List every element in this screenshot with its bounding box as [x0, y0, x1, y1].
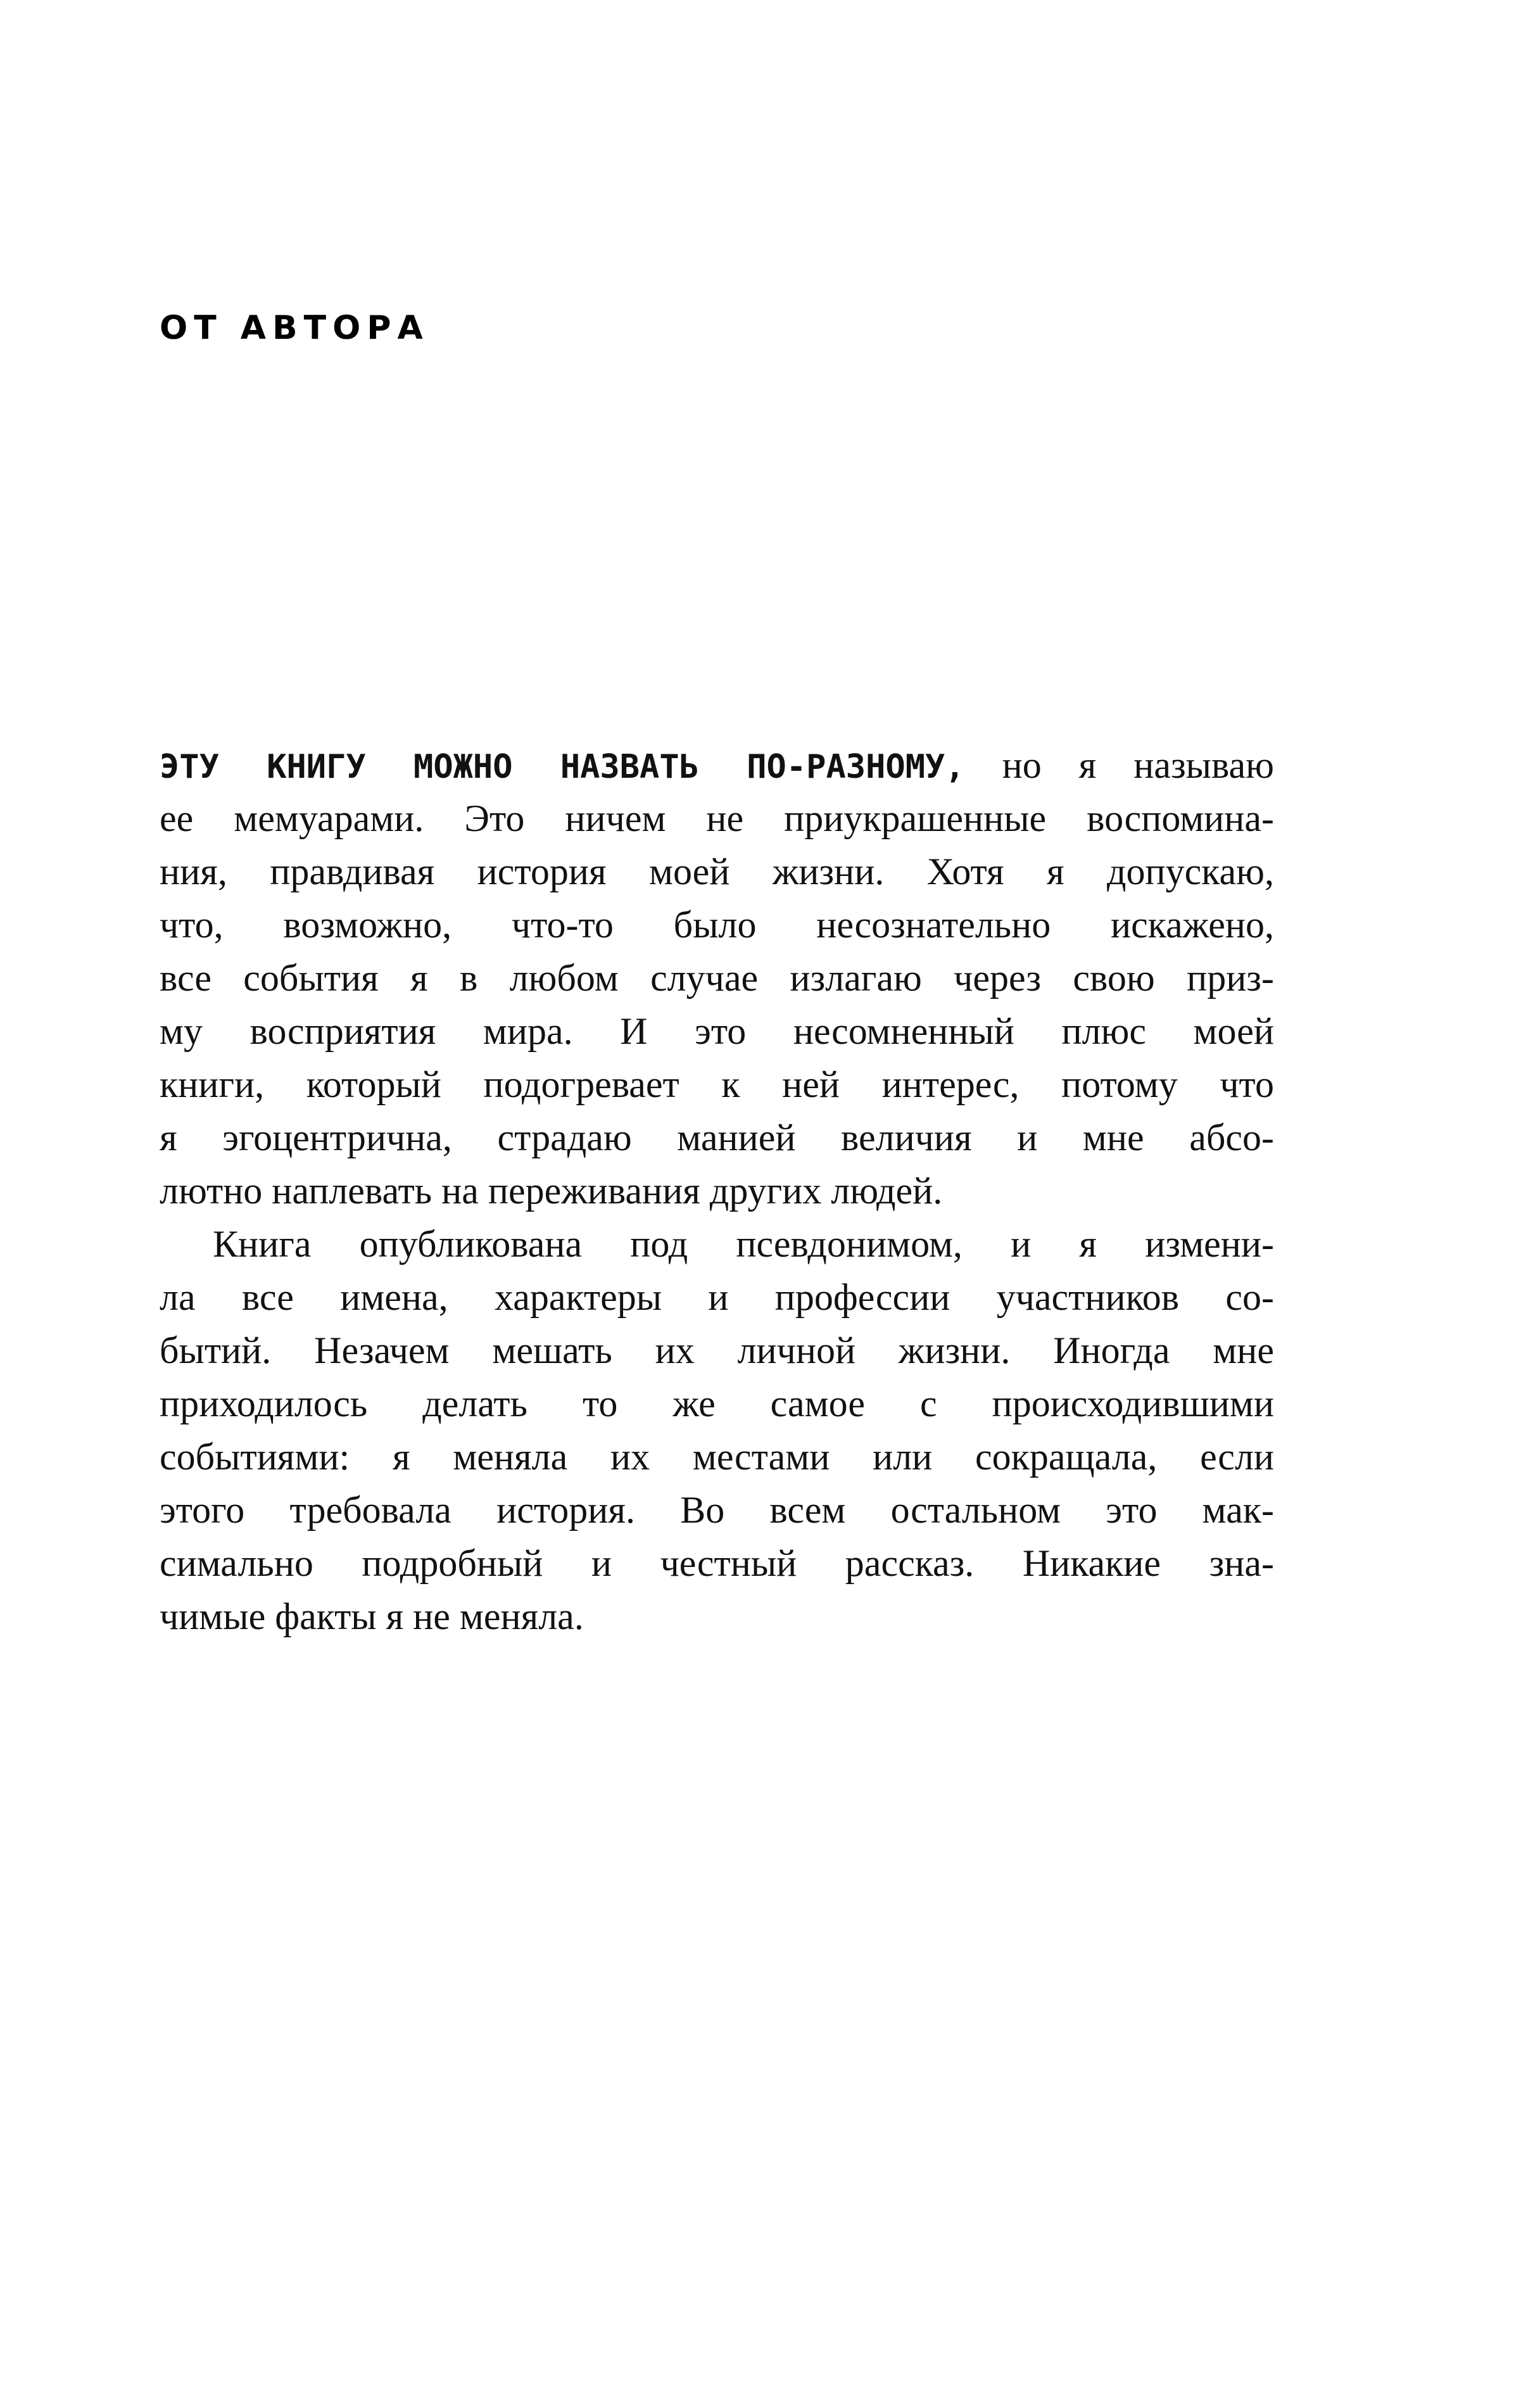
paragraph-1-line-3: ния, правдивая история моей жизни. Хотя я допускаю,: [160, 851, 1274, 892]
paragraph-1-line-2: ее мемуарами. Это ничем не приукрашенные воспомина-: [160, 797, 1274, 839]
first-line-rest: но я называю: [964, 744, 1274, 786]
paragraph-1-line-7: книги, который подогревает к ней интерес, потому что: [160, 1063, 1274, 1105]
paragraph-1-line-4: что, возможно, что-то было несознательно искажено,: [160, 904, 1274, 946]
paragraph-2-line-7: симально подробный и честный рассказ. Никакие зна-: [160, 1542, 1274, 1584]
paragraph-2-line-6: этого требовала история. Во всем остальном это мак-: [160, 1489, 1274, 1531]
paragraph-1-line-6: му восприятия мира. И это несомненный плюс моей: [160, 1010, 1274, 1052]
paragraph-1-line-9: лютно наплевать на переживания других людей.: [160, 1170, 943, 1212]
body-text: [160, 739, 1274, 1643]
paragraph-2-line-3: бытий. Незачем мешать их личной жизни. Иногда мне: [160, 1329, 1274, 1371]
paragraph-2-line-2: ла все имена, характеры и профессии участников со-: [160, 1276, 1274, 1318]
paragraph-1-line-5: все события я в любом случае излагаю через свою приз-: [160, 957, 1274, 999]
paragraph-1-line-1: [160, 739, 1274, 792]
paragraph-2-line-4: приходилось делать то же самое с происходившими: [160, 1383, 1274, 1424]
paragraph-2-line-1: Книга опубликована под псевдонимом, и я измени-: [213, 1223, 1274, 1265]
lead-in-typewriter-text: ЭТУ КНИГУ МОЖНО НАЗВАТЬ ПО-РАЗНОМУ,: [160, 748, 965, 786]
chapter-heading: ОТ АВТОРА: [160, 309, 429, 347]
paragraph-2-line-5: событиями: я меняла их местами или сокращала, если: [160, 1436, 1274, 1478]
paragraph-1-line-8: я эгоцентрична, страдаю манией величия и мне абсо-: [160, 1117, 1274, 1158]
paragraph-2-line-8: чимые факты я не меняла.: [160, 1595, 584, 1637]
